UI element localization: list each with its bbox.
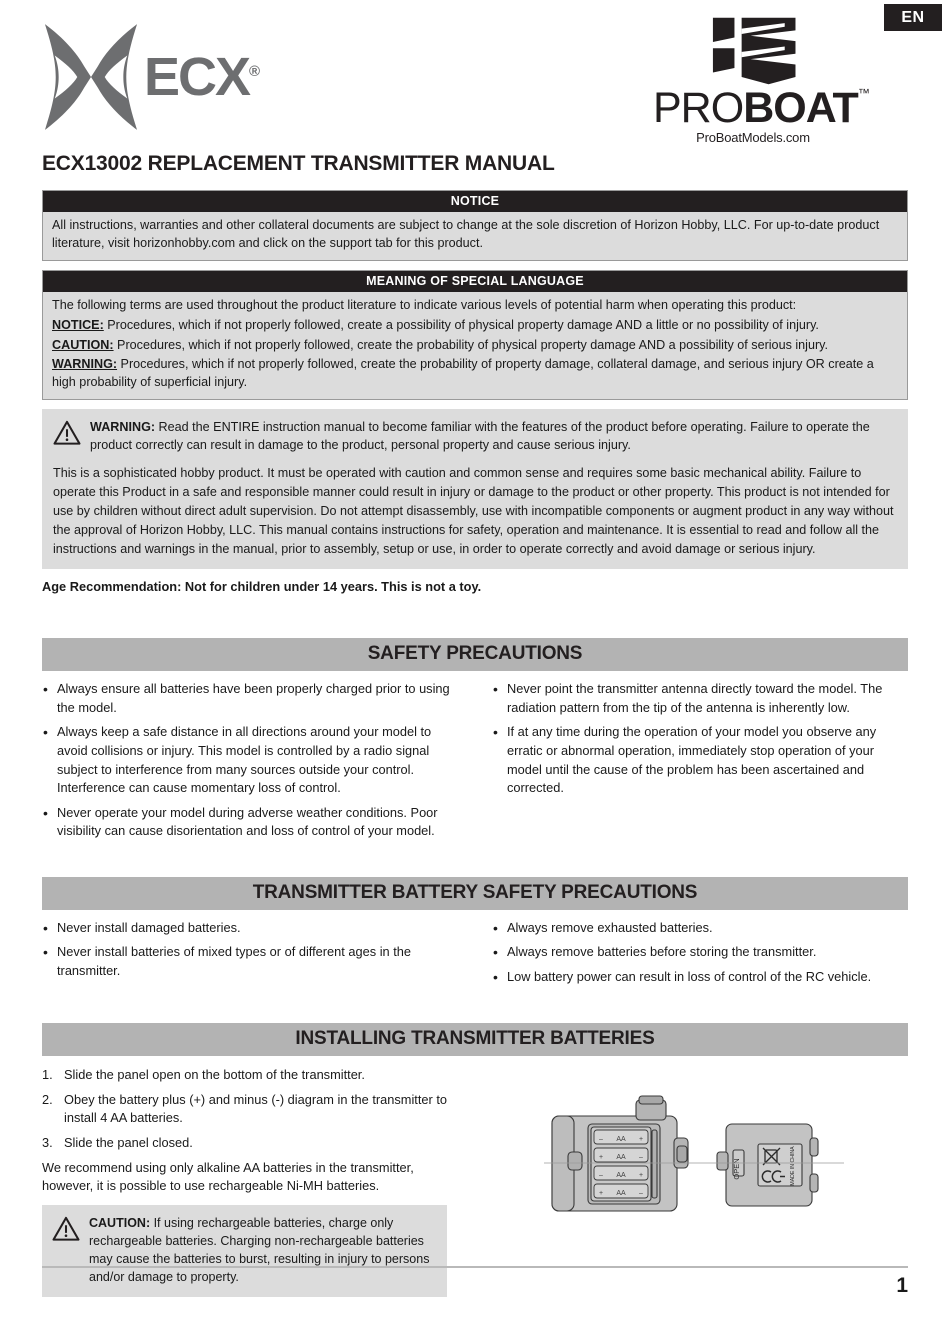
- installing-steps-list: [42, 1066, 462, 1152]
- installing-steps-column: [42, 1066, 462, 1297]
- open-label: OPEN: [732, 1158, 741, 1180]
- proboat-logo: [653, 16, 869, 145]
- term-notice-text: Procedures, which if not properly followed, create a possibility of physical property damage AND a little or no possibility of injury.: [103, 317, 819, 332]
- caution-label: CAUTION:: [89, 1215, 151, 1230]
- term-warning-text: Procedures, which if not properly followed, create the probability of property damage, collateral damage, and serious injury OR create a high probability of superficial injury.: [52, 357, 874, 390]
- safety-precautions-heading: SAFETY PRECAUTIONS: [42, 638, 908, 671]
- language-badge: EN: [884, 4, 942, 31]
- notice-box: [42, 190, 908, 261]
- battery-precautions-right-list: [492, 919, 908, 987]
- svg-text:+: +: [598, 1154, 604, 1162]
- list-item: • Never install batteries of mixed types or of different ages in the transmitter.: [42, 943, 458, 980]
- term-notice-label: NOTICE:: [52, 317, 104, 332]
- warning-triangle-icon: [53, 420, 81, 445]
- page-number: 1: [896, 1274, 908, 1297]
- list-item: • Always remove batteries before storing the transmitter.: [492, 943, 908, 962]
- list-item: • Never point the transmitter antenna directly toward the model. The radiation pattern from the tip of the antenna is inherently low.: [492, 680, 908, 717]
- svg-text:–: –: [599, 1172, 603, 1180]
- battery-precautions-left-list: [42, 919, 458, 981]
- special-language-heading: MEANING OF SPECIAL LANGUAGE: [43, 271, 907, 292]
- svg-text:+: +: [598, 1190, 604, 1198]
- page-footer: [42, 1266, 908, 1298]
- step-item: Slide the panel open on the bottom of the transmitter.: [64, 1067, 365, 1083]
- battery-recommendation-text: We recommend using only alkaline AA batteries in the transmitter, however, it is possible to use rechargeable Ni-MH batteries.: [42, 1159, 414, 1194]
- safety-precautions-columns: [42, 680, 908, 846]
- svg-text:AA: AA: [616, 1154, 626, 1162]
- step-item: Slide the panel closed.: [64, 1134, 193, 1150]
- registered-mark: ®: [249, 63, 261, 80]
- list-item: • Never operate your model during adverse weather conditions. Poor visibility can cause disorientation and loss of control of your model.: [42, 804, 458, 841]
- ecx-wordmark: [144, 47, 261, 107]
- proboat-url: ProBoatModels.com: [696, 129, 810, 145]
- notice-heading: NOTICE: [43, 191, 907, 212]
- warning-text: [90, 418, 897, 455]
- proboat-boat-text: BOAT: [743, 84, 858, 132]
- battery-precautions-left-column: [42, 919, 458, 993]
- term-caution-text: Procedures, which if not properly followed, create the probability of physical property damage AND a possibility of serious injury.: [113, 337, 829, 352]
- ecx-wordmark-text: ECX: [144, 47, 250, 107]
- list-item: • Low battery power can result in loss of control of the RC vehicle.: [492, 968, 908, 987]
- list-item: • Always remove exhausted batteries.: [492, 919, 908, 938]
- warning-paragraph: This is a sophisticated hobby product. It must be operated with caution and common sense and requires some basic mechanical ability. Failure to operate this Product in a safe and responsible manner could result in injury or damage to the product or other property. This product is not intended for use by children without direct adult supervision. Do not attempt disassembly, use with incompatible components or augment product in any way without the approval of Horizon Hobby, LLC. This manual contains instructions for safety, operation and maintenance. It is essential to read and follow all the instructions and warnings in the manual, prior to assembly, setup or use, in order to operate correctly and avoid damage or serious injury.: [53, 465, 894, 557]
- special-language-body: [43, 292, 907, 399]
- svg-text:+: +: [638, 1172, 644, 1180]
- step-item: Obey the battery plus (+) and minus (-) diagram in the transmitter to install 4 AA batteries.: [64, 1091, 448, 1126]
- proboat-wordmark: [653, 84, 869, 132]
- installing-illustration-column: [480, 1066, 908, 1297]
- installing-batteries-content: [42, 1066, 908, 1297]
- warning-row: [53, 418, 897, 455]
- term-notice: [52, 317, 898, 335]
- battery-precautions-columns: [42, 919, 908, 993]
- term-warning-label: WARNING:: [52, 357, 118, 372]
- svg-text:AA: AA: [616, 1190, 626, 1198]
- proboat-pro-text: PRO: [653, 84, 744, 132]
- svg-text:+: +: [638, 1136, 644, 1144]
- page-title: ECX13002 REPLACEMENT TRANSMITTER MANUAL: [42, 152, 555, 175]
- made-in-china-label: MADE IN CHINA: [790, 1146, 796, 1186]
- warning-label: WARNING:: [90, 420, 156, 435]
- svg-text:–: –: [639, 1154, 643, 1162]
- battery-precautions-heading: TRANSMITTER BATTERY SAFETY PRECAUTIONS: [42, 877, 908, 910]
- svg-text:–: –: [599, 1136, 603, 1144]
- warning-block: [42, 409, 908, 569]
- warning-triangle-icon: [52, 1216, 80, 1241]
- age-recommendation: Age Recommendation: Not for children under 14 years. This is not a toy.: [42, 579, 482, 595]
- list-item: • Always ensure all batteries have been properly charged prior to using the model.: [42, 680, 458, 717]
- warning-body-text: Read the ENTIRE instruction manual to become familiar with the features of the product before operating. Failure to operate the product correctly can result in damage to the product, personal property and cause serious injury.: [90, 420, 870, 453]
- safety-precautions-right-list: [492, 680, 908, 797]
- list-item: • If at any time during the operation of your model you observe any erratic or abnormal operation, immediately stop operation of your model until the cause of the problem has been ascertained and corrected.: [492, 723, 908, 797]
- ecx-logo: [42, 22, 260, 132]
- notice-body: [43, 212, 907, 260]
- notice-text: All instructions, warranties and other collateral documents are subject to change at the sole discretion of Horizon Hobby, LLC. For up-to-date product literature, visit horizonhobby.com and click on the support tab for this product.: [52, 218, 880, 250]
- safety-precautions-left-list: [42, 680, 458, 840]
- safety-precautions-left-column: [42, 680, 458, 846]
- battery-precautions-right-column: [492, 919, 908, 993]
- list-item: • Always keep a safe distance in all directions around your model to avoid collisions or injury. This model is controlled by a radio signal subject to interference from many sources outside your control. Interference can cause momentary loss of control.: [42, 723, 458, 797]
- transmitter-battery-compartment-diagram: [544, 1094, 844, 1239]
- trademark-mark: ™: [857, 86, 869, 100]
- installing-batteries-heading: INSTALLING TRANSMITTER BATTERIES: [42, 1023, 908, 1056]
- caution-body-text: If using rechargeable batteries, charge only rechargeable batteries. Charging non-rechargeable batteries may cause the batteries to burst, resulting in injury to persons and/or damage to property.: [89, 1215, 430, 1284]
- svg-text:–: –: [639, 1190, 643, 1198]
- special-language-intro: The following terms are used throughout the product literature to indicate various levels of potential harm when operating this product:: [52, 297, 797, 312]
- svg-text:AA: AA: [616, 1136, 626, 1144]
- svg-text:AA: AA: [616, 1172, 626, 1180]
- proboat-chevron-mark: [686, 16, 821, 86]
- special-language-box: [42, 270, 908, 400]
- term-caution-label: CAUTION:: [52, 337, 114, 352]
- term-warning: [52, 356, 898, 392]
- footer-divider: [42, 1266, 908, 1268]
- ecx-butterfly-mark: [42, 22, 140, 132]
- term-caution: [52, 337, 898, 355]
- page-header: [42, 0, 925, 150]
- list-item: • Never install damaged batteries.: [42, 919, 458, 938]
- safety-precautions-right-column: [492, 680, 908, 846]
- crossed-out-wheelie-bin-icon: [763, 1148, 780, 1165]
